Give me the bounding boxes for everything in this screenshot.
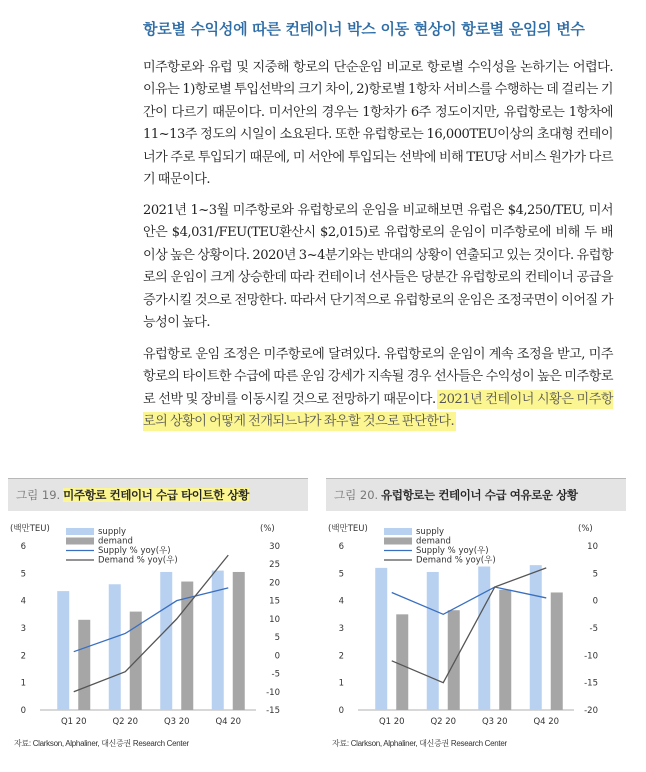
figure-source: 자료: Clarkson, Alphaliner, 대신증권 Research Center: [14, 739, 189, 748]
figure-title: 미주항로 컨테이너 수급 타이트한 상황: [63, 488, 249, 502]
y-tick-right: -15: [266, 706, 280, 716]
y-tick-left: 5: [20, 569, 26, 580]
bar-supply: [109, 584, 121, 710]
y-tick-right: 15: [269, 596, 280, 607]
paragraph-3: [143, 344, 613, 434]
paragraph-2: 2021년 1~3월 미주항로와 유럽항로의 운임을 비교해보면 유럽은 $4,250/TEU, 미서안은 $4,031/FEU(TEU환산시 $2,015)로 유럽항로의 운임이 미주항로에 비해 두 배 이상 높은 상황이다. 2020년 3~4분기와는 반대의 상황이 연출되고 있는 것이다. 유럽항로의 운임이 크게 상승한데 따라 컨테이너 선사들은 당분간 유럽항로의 컨테이너 공급을 증가시킬 것으로 전망한다. 따라서 단기적으로 유럽항로의 운임은 조정국면이 이어질 가능성이 높다.: [143, 203, 613, 331]
x-tick-label: Q2 20: [112, 717, 139, 727]
figure-19: [8, 478, 308, 772]
legend-swatch: [66, 538, 94, 545]
y-tick-right: 0: [274, 651, 280, 662]
figure-number: 그림 19.: [16, 488, 61, 502]
y-tick-left: 3: [338, 624, 344, 634]
x-tick-label: Q2 20: [430, 717, 457, 727]
legend-label: demand: [98, 536, 133, 547]
chart-europe-route: [326, 518, 626, 736]
x-tick-label: Q4 20: [533, 717, 560, 727]
section-heading: 항로별 수익성에 따른 컨테이너 박스 이동 현상이 항로별 운임의 변수: [143, 20, 585, 38]
y-tick-left: 2: [20, 651, 26, 662]
x-tick-label: Q4 20: [215, 717, 242, 727]
bar-demand: [233, 572, 245, 710]
figure-header: [326, 478, 626, 511]
bar-demand: [448, 610, 460, 710]
line-series: [392, 568, 547, 683]
y-tick-left: 1: [20, 678, 26, 689]
y-tick-right: -10: [584, 651, 598, 662]
y-tick-right: 25: [269, 560, 280, 571]
y-tick-right: 30: [269, 542, 280, 552]
y-axis-left-label: (백만TEU): [10, 524, 50, 534]
y-tick-left: 6: [20, 542, 26, 552]
bar-demand: [499, 590, 511, 710]
paragraph-3-text: 유럽항로 운임 조정은 미주항로에 달려있다. 유럽항로의 운임이 계속 조정을 받고, 미주항로의 타이트한 수급에 따른 운임 강세가 지속될 경우 선사들은 수익성이 높은 미주항로로 선박 및 장비를 이동시킬 것으로 전망하기 때문이다.: [143, 347, 613, 407]
line-series: [74, 588, 229, 652]
x-tick-label: Q3 20: [163, 717, 190, 727]
figure-title: 유럽항로는 컨테이너 수급 여유로운 상황: [381, 488, 578, 502]
x-tick-label: Q3 20: [481, 717, 508, 727]
legend-label: supply: [98, 527, 126, 537]
x-tick-label: Q1 20: [378, 717, 405, 727]
bar-supply: [530, 565, 542, 710]
y-tick-left: 0: [20, 706, 26, 716]
y-tick-left: 0: [338, 706, 344, 716]
y-tick-right: -20: [584, 706, 598, 716]
bar-supply: [57, 591, 69, 710]
chart-us-route: [8, 518, 308, 736]
bar-supply: [375, 568, 387, 710]
bar-supply: [427, 572, 439, 710]
y-tick-left: 4: [338, 596, 344, 607]
legend-label: supply: [416, 527, 444, 537]
y-tick-right: 10: [587, 542, 598, 552]
legend-label: Demand % yoy(우): [416, 555, 496, 566]
bar-supply: [160, 572, 172, 710]
figure-source: 자료: Clarkson, Alphaliner, 대신증권 Research Center: [332, 739, 507, 748]
y-axis-left-label: (백만TEU): [328, 524, 368, 534]
line-series: [74, 555, 229, 692]
bar-demand: [396, 614, 408, 710]
y-tick-right: -10: [266, 687, 280, 698]
y-tick-right: 10: [269, 614, 280, 625]
legend-label: Supply % yoy(우): [98, 546, 171, 556]
y-axis-right-label: (%): [578, 524, 593, 534]
paragraph-1: 미주항로와 유럽 및 지중해 항로의 단순운임 비교로 항로별 수익성을 논하기는 어렵다. 이유는 1)항로별 투입선박의 크기 차이, 2)항로별 1항차 서비스를 수행하는 데 걸리는 기간이 다르기 때문이다. 미서안의 경우는 1항차가 6주 정도이지만, 유럽항로는 1항차에 11~13주 정도의 시일이 소요된다. 또한 유럽항로는 16,000TEU이상의 초대형 컨테이너가 주로 투입되기 때문에, 미 서안에 투입되는 선박에 비해 TEU당 서비스 원가가 다르기 때문이다.: [143, 60, 613, 188]
legend-swatch: [384, 528, 412, 535]
legend-swatch: [66, 528, 94, 535]
y-tick-left: 6: [338, 542, 344, 552]
line-series: [392, 587, 547, 614]
figure-20: [326, 478, 626, 772]
y-tick-left: 5: [338, 569, 344, 580]
y-tick-left: 2: [338, 651, 344, 662]
y-tick-right: -5: [271, 669, 280, 680]
figure-header: [8, 478, 308, 511]
legend-label: Demand % yoy(우): [98, 555, 178, 566]
legend-label: Supply % yoy(우): [416, 546, 489, 556]
y-tick-left: 3: [20, 624, 26, 634]
bar-supply: [478, 567, 490, 711]
y-tick-right: 5: [274, 633, 280, 644]
bar-demand: [551, 592, 563, 710]
figure-number: 그림 20.: [334, 488, 379, 502]
y-tick-left: 4: [20, 596, 26, 607]
y-tick-left: 1: [338, 678, 344, 689]
bar-demand: [78, 620, 90, 710]
y-tick-right: 20: [269, 578, 280, 589]
y-tick-right: 0: [592, 596, 598, 607]
y-tick-right: -5: [589, 624, 598, 634]
legend-swatch: [384, 538, 412, 545]
y-tick-right: 5: [592, 569, 598, 580]
legend-label: demand: [416, 536, 451, 547]
x-tick-label: Q1 20: [60, 717, 87, 727]
y-tick-right: -15: [584, 678, 598, 689]
highlighted-conclusion: 2021년 컨테이너 시황은 미주항로의 상황이 어떻게 전개되느냐가 좌우할 것으로 판단한다.: [143, 391, 613, 430]
y-axis-right-label: (%): [260, 524, 275, 534]
